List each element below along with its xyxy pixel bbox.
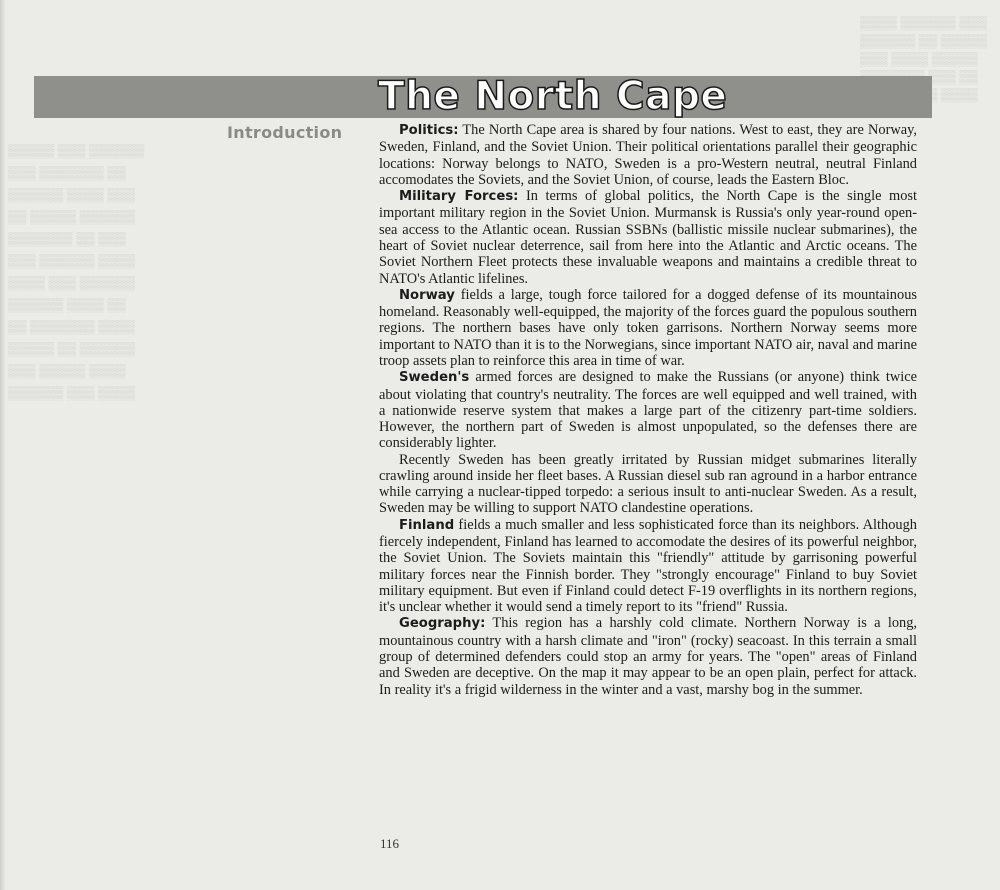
paragraph-text: fields a much smaller and less sophisticated force than its neighbors. Although fiercely independent, Finland has learned to accomodate the desires of its powerful neighbor, the Soviet Union. The Soviets maintain this "friendly" attitude by garrisoning powerful military forces near the Finnish border. They "strongly encourage" Finland to buy Soviet military equipment. But even if Finland could detect F-19 overflights in its northern regions, it's unclear whether it would send a timely report to its "friend" Russia. — [379, 516, 917, 616]
page-number: 116 — [380, 836, 400, 851]
paragraph-geography — [379, 615, 917, 697]
paragraph-norway — [379, 287, 917, 369]
run-in-heading: Sweden's — [399, 370, 470, 386]
paragraph-finland — [379, 517, 917, 616]
section-label: Introduction — [227, 123, 343, 142]
paragraph-sweden-submarines — [379, 452, 917, 517]
bleed-through-texture-left: ▒▒▒▒▒ ▒▒▒ ▒▒▒▒▒▒ ▒▒▒ ▒▒▒▒▒▒▒ ▒▒ ▒▒▒▒▒▒ ▒▒▒▒ ▒▒▒ ▒▒ ▒▒▒▒▒ ▒▒▒▒▒▒ ▒▒▒▒▒▒▒ ▒▒ ▒▒▒ ▒▒▒ ▒▒▒▒▒▒ ▒▒▒▒ ▒▒▒▒ ▒▒▒ ▒▒▒▒▒▒ ▒▒▒▒▒▒ ▒▒▒▒ ▒▒ ▒▒ ▒▒▒▒▒▒▒ ▒▒▒▒ ▒▒▒▒▒ ▒▒ ▒▒▒▒▒▒ ▒▒▒ ▒▒▒▒▒ ▒▒▒▒ ▒▒▒▒▒▒ ▒▒▒ ▒▒▒▒ — [8, 143, 145, 400]
page-binding-edge — [0, 0, 6, 890]
paragraph-sweden — [379, 369, 917, 451]
paragraph-text: In terms of global politics, the North Cape is the single most important military region in the Soviet Union. Murmansk is Russia's only year-round open-sea access to the Atlantic ocean. Russian SSBNs (ballistic missile nuclear submarines), the heart of Soviet nuclear deterrence, sail from here into the Atlantic and Arctic oceans. The Soviet Northern Fleet protects these invaluable weapons and maintains a credible threat to NATO's Atlantic lifelines. — [379, 188, 917, 287]
paragraph-text: This region has a harshly cold climate. Northern Norway is a long, mountainous country with a harsh climate and "iron" (rocky) seacoast. In this terrain a small group of determined defenders could stop an army for years. The "open" areas of Finland and Sweden are deceptive. On the map it may appear to be an open plain, perfect for attack. In reality it's a frigid wilderness in the winter and a vast, marshy bog in the summer. — [379, 615, 917, 698]
paragraph-politics — [379, 122, 917, 188]
paragraph-text: The North Cape area is shared by four nations. West to east, they are Norway, Sweden, Finland, and the Soviet Union. Their political orientations parallel their geographic locations: Norway belongs to NATO, Sweden is a pro-Western neutral, neutral Finland accomodates the Soviets, and the Soviet Union, of course, leads the Eastern Bloc. — [379, 122, 917, 188]
run-in-heading: Finland — [399, 517, 455, 533]
run-in-heading: Geography: — [399, 616, 486, 632]
paragraph-text: armed forces are designed to make the Russians (or anyone) think twice about violating that country's neutrality. The forces are well equipped and well trained, with a nationwide reserve system that makes a large part of the citizenry part-time soldiers. However, the northern part of Sweden is almost unpopulated, so the defenses there are considerably lighter. — [379, 369, 917, 452]
article-body — [379, 122, 917, 698]
paragraph-text: fields a large, tough force tailored for a dogged defense of its mountainous homeland. Reasonably well-equipped, the majority of the forces guard the populous southern regions. The northern bases have only token garrisons. Northern Norway seems more important to NATO than it is to the Norwegians, since important NATO air, naval and marine troop assets plan to reinforce this area in time of war. — [379, 286, 917, 369]
run-in-heading: Norway — [399, 287, 455, 303]
paragraph-text: Recently Sweden has been greatly irritated by Russian midget submarines literally crawling around inside her fleet bases. A Russian diesel sub ran aground in a harbor entrance while carrying a nuclear-tipped torpedo: a serious insult to anti-nuclear Sweden. As a result, Sweden may be willing to support NATO clandestine operations. — [379, 451, 917, 517]
run-in-heading: Military Forces: — [399, 189, 519, 205]
page-title: The North Cape — [378, 74, 728, 119]
paragraph-military-forces — [379, 188, 917, 287]
run-in-heading: Politics: — [399, 123, 459, 138]
bleed-through-texture: ▒▒▒▒ ▒▒▒▒▒▒ ▒▒▒ ▒▒▒▒▒▒ ▒▒ ▒▒▒▒▒ ▒▒▒ ▒▒▒▒ ▒▒▒▒▒ ▒▒▒ ▒▒ ▒▒▒▒ — [860, 15, 987, 102]
